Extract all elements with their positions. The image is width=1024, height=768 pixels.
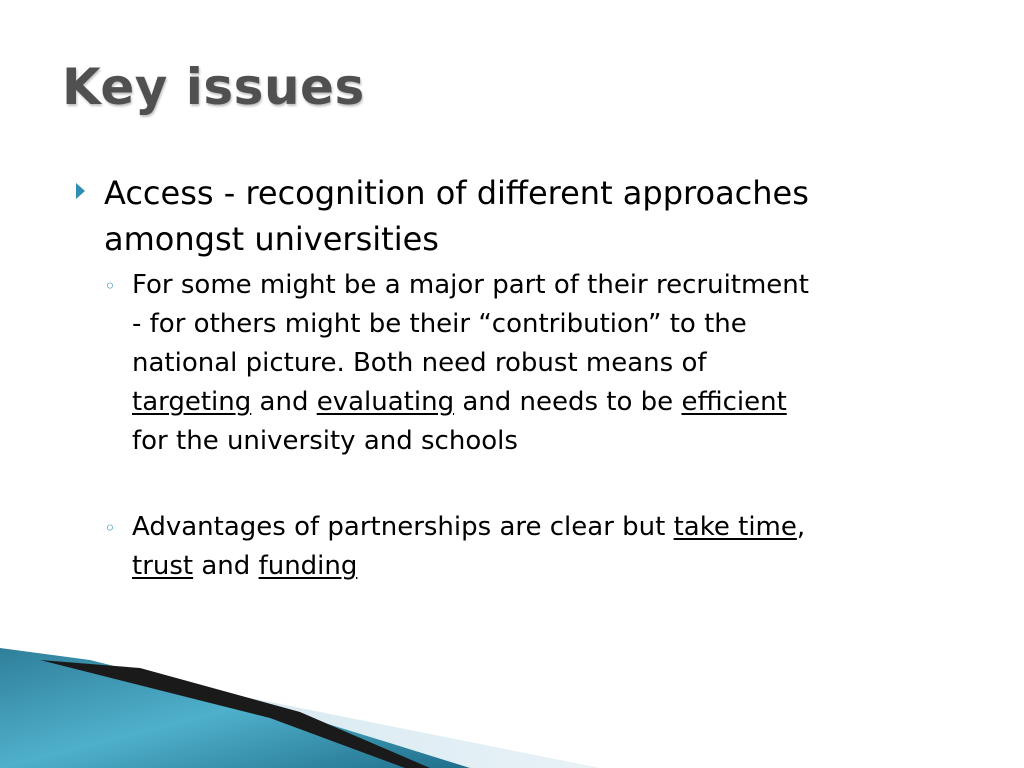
circle-bullet-icon: ◦: [104, 516, 116, 540]
sub-bullet-1-line-4: [132, 383, 982, 422]
sub-bullet-2: [132, 508, 982, 586]
sub-bullet-2-line-1: [132, 508, 982, 547]
underlined-term-targeting: targeting: [132, 387, 252, 417]
arrow-bullet-icon: [76, 183, 85, 199]
sub-bullet-1-line-2: - for others might be their “contribution” to the: [132, 309, 747, 339]
sub-bullet-2-line-2: [132, 547, 982, 586]
comma-text: ,: [796, 512, 806, 542]
main-bullet-text: [104, 170, 984, 262]
connector-text: and: [251, 387, 317, 417]
main-bullet-line-1: Access - recognition of different approaches: [104, 174, 809, 212]
slide-title: Key issues: [62, 58, 365, 116]
sub-bullet-1: [132, 266, 982, 461]
sub-bullet-2-text: Advantages of partnerships are clear but: [132, 512, 674, 542]
underlined-term-trust: trust: [132, 551, 194, 581]
underlined-term-funding: funding: [258, 551, 358, 581]
connector-text: and: [193, 551, 259, 581]
underlined-term-evaluating: evaluating: [316, 387, 455, 417]
underlined-term-take-time: take time: [673, 512, 797, 542]
sub-bullet-1-line-3: national picture. Both need robust means of: [132, 348, 707, 378]
main-bullet-line-2: amongst universities: [104, 220, 439, 258]
circle-bullet-icon: ◦: [104, 274, 116, 298]
connector-text: and needs to be: [454, 387, 682, 417]
sub-bullet-1-line-5: for the university and schools: [132, 426, 518, 456]
underlined-term-efficient: efficient: [681, 387, 787, 417]
sub-bullet-1-line-1: For some might be a major part of their recruitment: [132, 270, 809, 300]
